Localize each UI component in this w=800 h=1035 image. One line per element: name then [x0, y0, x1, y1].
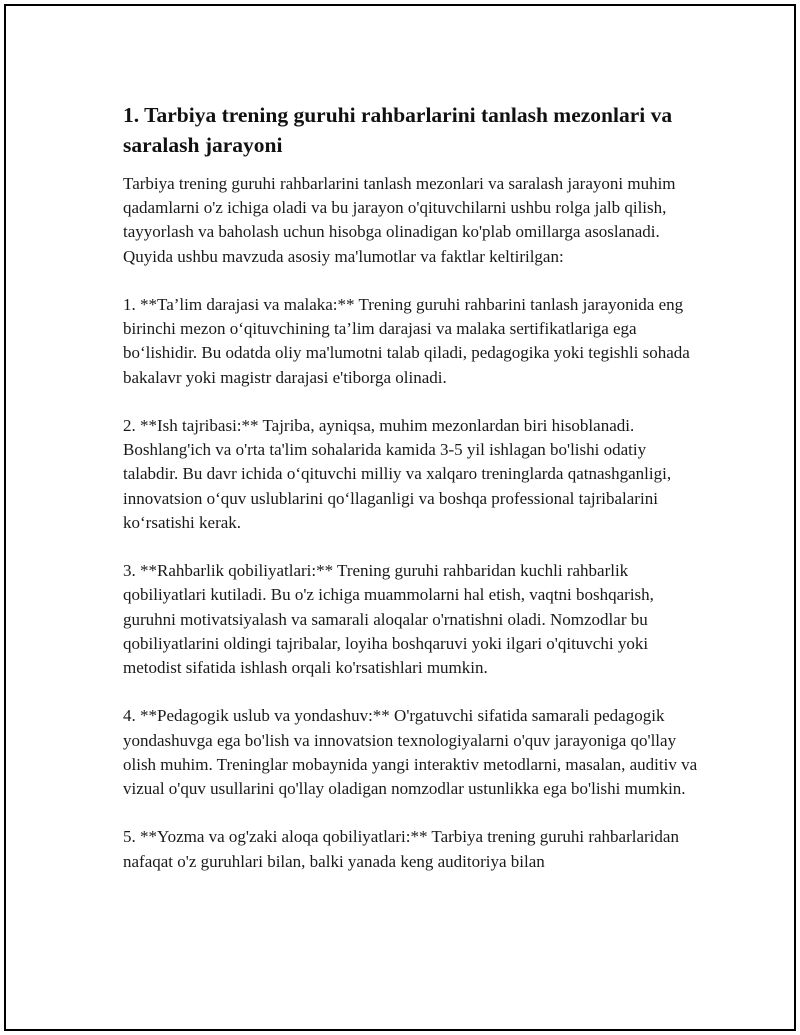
- page-frame: [4, 4, 796, 1031]
- list-item-experience: 2. **Ish tajribasi:** Tajriba, ayniqsa, muhim mezonlardan biri hisoblanadi. Boshlang'ich va o'rta ta'lim sohalarida kamida 3-5 yil ishlagan bo'lishi odatiy talabdir. Bu davr ichida o‘qituvchi milliy va xalqaro treninglarda qatnashganligi, innovatsion o‘quv uslublarini qo‘llaganligi va boshqa professional tajribalarini ko‘rsatishi kerak.: [123, 416, 672, 532]
- list-item-education: 1. **Ta’lim darajasi va malaka:** Trening guruhi rahbarini tanlash jarayonida eng birinchi mezon o‘qituvchining ta’lim darajasi va malaka sertifikatlariga ega bo‘lishidir. Bu odatda oliy ma'lumotni talab qiladi, pedagogika yoki tegishli sohada bakalavr yoki magistr darajasi e'tiborga olinadi.: [123, 295, 690, 387]
- list-item-communication: 5. **Yozma va og'zaki aloqa qobiliyatlari:** Tarbiya trening guruhi rahbarlaridan nafaqat o'z guruhlari bilan, balki yanada keng auditoriya bilan: [123, 827, 679, 871]
- list-item-pedagogy: 4. **Pedagogik uslub va yondashuv:** O'rgatuvchi sifatida samarali pedagogik yondashuvga ega bo'lish va innovatsion texnologiyalarni o'quv jarayoniga qo'llay olish muhim. Treninglar mobaynida yangi interaktiv metodlarni, masalan, auditiv va vizual o'quv usullarini qo'llay oladigan nomzodlar ustunlikka ega bo'lishi mumkin.: [123, 706, 698, 799]
- document-title: 1. Tarbiya trening guruhi rahbarlarini tanlash mezonlari va saralash jarayoni: [123, 103, 673, 157]
- list-item-leadership: 3. **Rahbarlik qobiliyatlari:** Trening guruhi rahbaridan kuchli rahbarlik qobiliyatlari kutiladi. Bu o'z ichiga muammolarni hal etish, vaqtni boshqarish, guruhni motivatsiyalash va samarali aloqalar o'rnatishni oladi. Nomzodlar bu qobiliyatlarini oldingi tajribalar, loyiha boshqaruvi yoki ilgari o'qituvchi yoki metodist sifatida ishlash orqali ko'rsatishlari mumkin.: [123, 561, 654, 678]
- document-body: [123, 100, 703, 898]
- intro-paragraph: Tarbiya trening guruhi rahbarlarini tanlash mezonlari va saralash jarayoni muhim qadamlarni o'z ichiga oladi va bu jarayon o'qituvchilarni ushbu rolga jalb qilish, tayyorlash va baholash uchun hisobga olinadigan ko'plab omillarga asoslanadi. Quyida ushbu mavzuda asosiy ma'lumotlar va faktlar keltirilgan:: [123, 174, 676, 266]
